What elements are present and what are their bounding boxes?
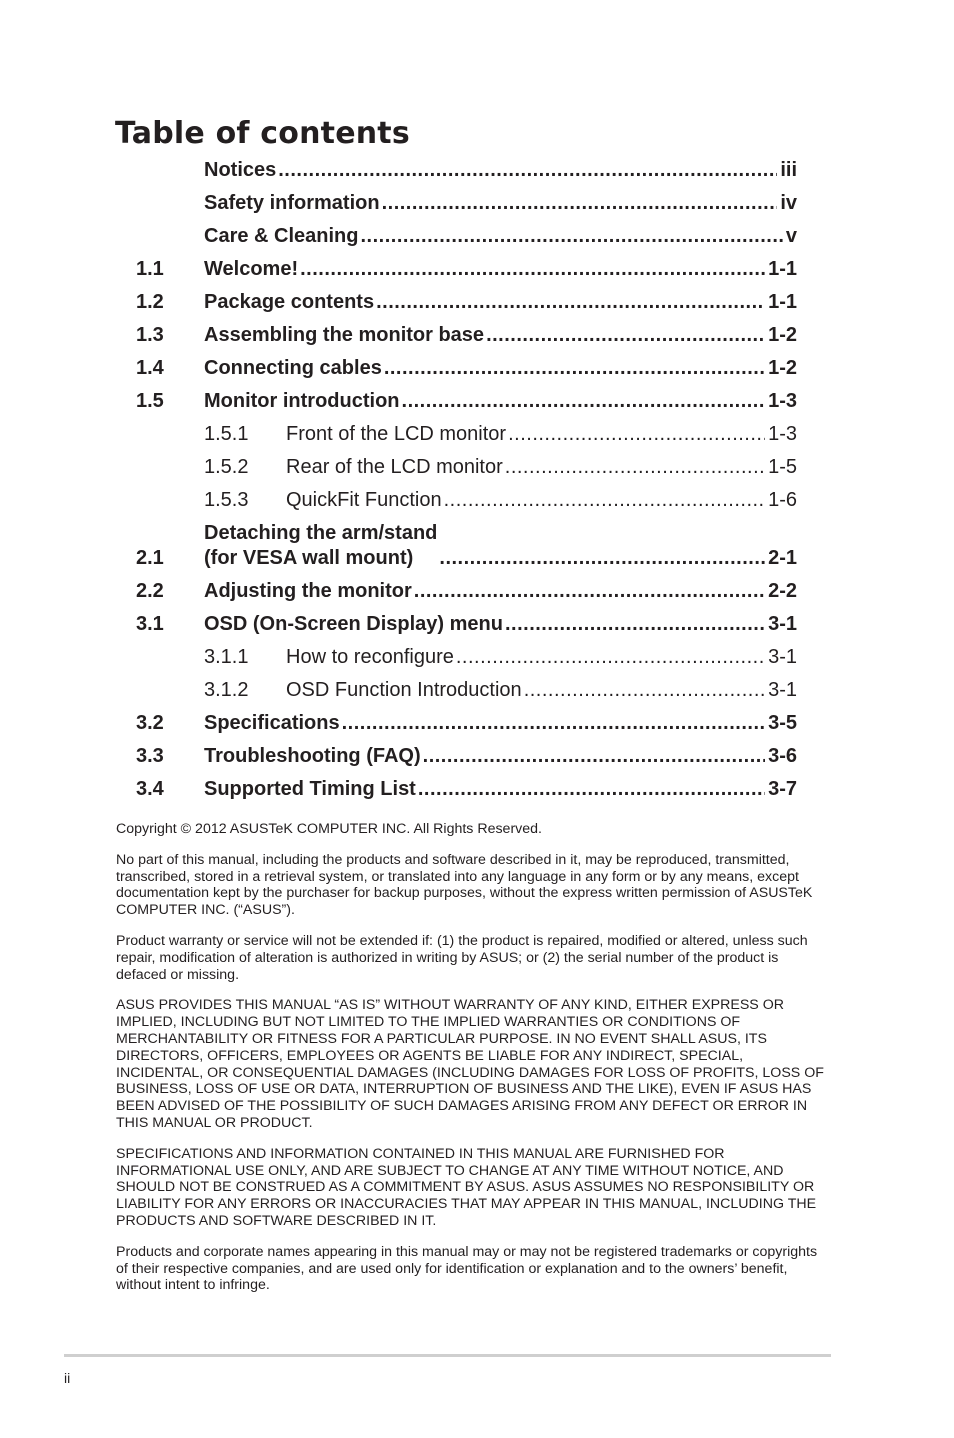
legal-paragraph: No part of this manual, including the products and software described in it, may be reproduced, transmitted, transcribed, stored in a retrieval system, or translated into any language in any form or by any means, except documentation kept by the purchaser for backup purposes, without the express written permission of ASUSTeK COMPUTER INC. (“ASUS”). <box>116 851 813 919</box>
copyright-line: Copyright © 2012 ASUSTeK COMPUTER INC. All Rights Reserved. <box>116 821 542 837</box>
toc-entry-label: Connecting cables <box>204 357 382 379</box>
toc-entry-page: 1-1 <box>768 291 797 313</box>
toc-entry[interactable] <box>136 579 797 604</box>
toc-entry-page: 3-5 <box>768 712 797 734</box>
toc-entry-label: Care & Cleaning <box>204 225 359 247</box>
toc-entry-number: 1.5.3 <box>204 489 249 511</box>
toc-entry-page: 1-1 <box>768 258 797 280</box>
toc-entry-label: Detaching the arm/stand (for VESA wall mount) <box>204 522 438 569</box>
toc-entry-number: 1.2 <box>136 291 164 313</box>
legal-paragraph: Products and corporate names appearing in this manual may or may not be registered trademarks or copyrights of their respective companies, and are used only for identification or explanation and to the owners’ benefit, without intent to infringe. <box>116 1243 818 1294</box>
toc-entry[interactable] <box>136 521 797 571</box>
toc-entry-page: 1-3 <box>768 423 797 445</box>
toc-entry-label: Assembling the monitor base <box>204 324 485 346</box>
toc-entry-label: Welcome! <box>204 258 299 280</box>
toc-entry[interactable] <box>136 777 797 802</box>
toc-entry-number: 3.1 <box>136 613 164 635</box>
toc-entry-page: 1-3 <box>768 390 797 412</box>
dot-leader <box>444 488 765 513</box>
toc-entry-label: Rear of the LCD monitor <box>286 456 503 478</box>
toc-entry-page: 1-6 <box>768 489 797 511</box>
toc-entry[interactable] <box>136 455 797 480</box>
toc-entry[interactable] <box>136 224 797 249</box>
toc-entry-number: 1.4 <box>136 357 164 379</box>
dot-leader <box>360 224 782 249</box>
toc-entry[interactable] <box>136 323 797 348</box>
toc-entry-number: 3.1.1 <box>204 646 249 668</box>
toc-entry[interactable] <box>136 488 797 513</box>
toc-entry-number: 3.4 <box>136 778 164 800</box>
toc-entry-label: Safety information <box>204 192 380 214</box>
dot-leader <box>439 546 765 571</box>
dot-leader <box>414 579 765 604</box>
toc-entry-label: Adjusting the monitor <box>204 580 412 602</box>
toc-entry-page: v <box>785 225 797 247</box>
toc-entry-number: 3.3 <box>136 745 164 767</box>
dot-leader <box>423 744 765 769</box>
toc-entry[interactable] <box>136 356 797 381</box>
toc-entry-page: 3-1 <box>768 679 797 701</box>
toc-entry-number: 2.2 <box>136 580 164 602</box>
toc-entry-label: QuickFit Function <box>286 489 442 511</box>
toc-entry[interactable] <box>136 645 797 670</box>
toc-entry-page: 2-2 <box>768 580 797 602</box>
toc-entry-label: OSD Function Introduction <box>286 679 522 701</box>
toc-entry-number: 1.5.1 <box>204 423 249 445</box>
toc-entry-number: 2.1 <box>136 547 164 569</box>
toc-entry-page: iv <box>780 192 797 214</box>
toc-entry-label: Specifications <box>204 712 340 734</box>
toc-entry-page: 3-7 <box>768 778 797 800</box>
dot-leader <box>384 356 765 381</box>
toc-entry-label: Front of the LCD monitor <box>286 423 507 445</box>
toc-entry-page: 3-1 <box>768 646 797 668</box>
toc-entry[interactable] <box>136 389 797 414</box>
toc-entry-page: 2-1 <box>768 547 797 569</box>
dot-leader <box>505 455 765 480</box>
toc-entry-number: 1.5.2 <box>204 456 249 478</box>
toc-entry-page: 3-1 <box>768 613 797 635</box>
dot-leader <box>382 191 778 216</box>
toc-entry[interactable] <box>136 257 797 282</box>
toc-entry-page: iii <box>780 159 797 181</box>
toc-entry-label: Supported Timing List <box>204 778 416 800</box>
toc-entry-label: How to reconfigure <box>286 646 454 668</box>
toc-entry-number: 3.1.2 <box>204 679 249 701</box>
legal-notice <box>116 821 832 1308</box>
toc-entry-page: 1-2 <box>768 357 797 379</box>
toc-entry-label: Troubleshooting (FAQ) <box>204 745 421 767</box>
footer-divider <box>64 1354 831 1357</box>
toc-entry[interactable] <box>136 678 797 703</box>
table-of-contents <box>136 158 797 810</box>
toc-entry-label: Monitor introduction <box>204 390 400 412</box>
toc-entry-label: OSD (On-Screen Display) menu <box>204 613 503 635</box>
legal-paragraph: SPECIFICATIONS AND INFORMATION CONTAINED IN THIS MANUAL ARE FURNISHED FOR INFORMATIONAL USE ONLY, AND ARE SUBJECT TO CHANGE AT ANY TIME WITHOUT NOTICE, AND SHOULD NOT BE CONSTRUED AS A COMMITMENT BY ASUS. ASUS ASSUMES NO RESPONSIBILITY OR LIABILITY FOR ANY ERRORS OR INACCURACIES THAT MAY APPEAR IN THIS MANUAL, INCLUDING THE PRODUCTS AND SOFTWARE DESCRIBED IN IT. <box>116 1145 817 1229</box>
dot-leader <box>524 678 765 703</box>
dot-leader <box>402 389 766 414</box>
dot-leader <box>342 711 765 736</box>
dot-leader <box>508 422 765 447</box>
toc-entry[interactable] <box>136 191 797 216</box>
toc-entry-page: 3-6 <box>768 745 797 767</box>
toc-entry-page: 1-5 <box>768 456 797 478</box>
toc-entry[interactable] <box>136 158 797 183</box>
legal-paragraph: ASUS PROVIDES THIS MANUAL “AS IS” WITHOUT WARRANTY OF ANY KIND, EITHER EXPRESS OR IMPLIED, INCLUDING BUT NOT LIMITED TO THE IMPLIED WARRANTIES OR CONDITIONS OF MERCHANTABILITY OR FITNESS FOR A PARTICULAR PURPOSE. IN NO EVENT SHALL ASUS, ITS DIRECTORS, OFFICERS, EMPLOYEES OR AGENTS BE LIABLE FOR ANY INDIRECT, SPECIAL, INCIDENTAL, OR CONSEQUENTIAL DAMAGES (INCLUDING DAMAGES FOR LOSS OF PROFITS, LOSS OF BUSINESS, LOSS OF USE OR DATA, INTERRUPTION OF BUSINESS AND THE LIKE), EVEN IF ASUS HAS BEEN ADVISED OF THE POSSIBILITY OF SUCH DAMAGES ARISING FROM ANY DEFECT OR ERROR IN THIS MANUAL OR PRODUCT. <box>116 997 824 1131</box>
legal-paragraph: Product warranty or service will not be extended if: (1) the product is repaired, modified or altered, unless such repair, modification of alteration is authorized in writing by ASUS; or (2) the serial number of the product is defaced or missing. <box>116 932 808 983</box>
dot-leader <box>456 645 765 670</box>
dot-leader <box>300 257 765 282</box>
toc-entry-number: 3.2 <box>136 712 164 734</box>
toc-entry-number: 1.5 <box>136 390 164 412</box>
dot-leader <box>505 612 765 637</box>
toc-entry[interactable] <box>136 422 797 447</box>
toc-entry[interactable] <box>136 744 797 769</box>
toc-entry[interactable] <box>136 711 797 736</box>
toc-entry[interactable] <box>136 612 797 637</box>
toc-entry-number: 1.3 <box>136 324 164 346</box>
toc-entry-number: 1.1 <box>136 258 164 280</box>
dot-leader <box>486 323 765 348</box>
toc-entry-label: Notices <box>204 159 277 181</box>
dot-leader <box>418 777 765 802</box>
toc-entry[interactable] <box>136 290 797 315</box>
toc-entry-label: Package contents <box>204 291 375 313</box>
dot-leader <box>376 290 765 315</box>
dot-leader <box>278 158 777 183</box>
page-title: Table of contents <box>115 116 410 151</box>
toc-entry-page: 1-2 <box>768 324 797 346</box>
page-number: ii <box>64 1370 71 1386</box>
